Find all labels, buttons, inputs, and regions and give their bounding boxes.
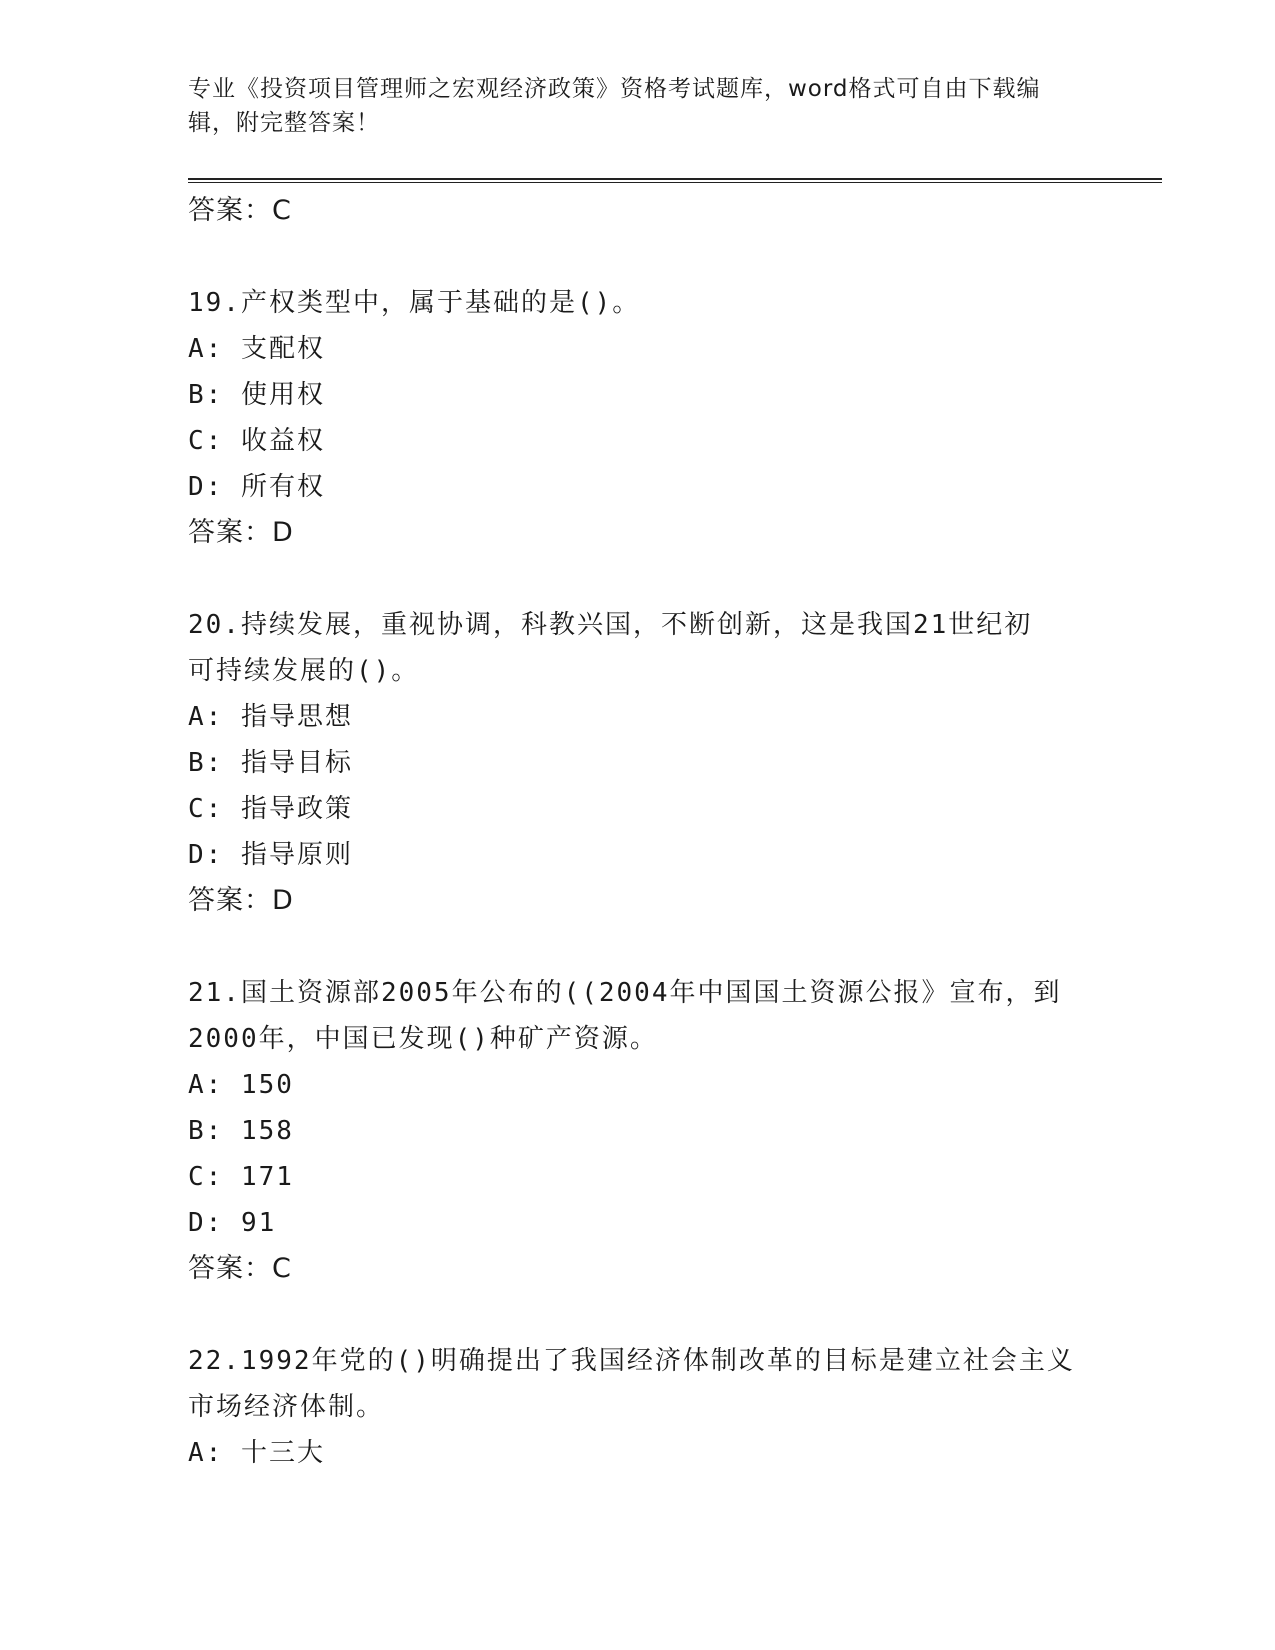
option-a: A: 150 — [188, 1070, 294, 1100]
question-stem: 2000年，中国已发现()种矿产资源。 — [188, 1024, 658, 1054]
option-d: D: 指导原则 — [188, 840, 353, 870]
option-b: B: 指导目标 — [188, 748, 353, 778]
option-d: D: 所有权 — [188, 472, 325, 502]
question-stem: 21.国土资源部2005年公布的((2004年中国国土资源公报》宣布，到 — [188, 978, 1062, 1008]
option-a: A: 指导思想 — [188, 702, 353, 732]
header-line: 专业《投资项目管理师之宏观经济政策》资格考试题库，word格式可自由下载编 — [188, 76, 1041, 102]
option-c: C: 收益权 — [188, 426, 325, 456]
header-line: 辑，附完整答案！ — [188, 110, 380, 136]
option-c: C: 指导政策 — [188, 794, 353, 824]
header-divider — [188, 178, 1162, 183]
document-header — [188, 72, 1088, 140]
question-stem: 市场经济体制。 — [188, 1392, 385, 1422]
option-b: B: 158 — [188, 1116, 294, 1146]
question-stem: 22.1992年党的()明确提出了我国经济体制改革的目标是建立社会主义 — [188, 1346, 1075, 1376]
question-block — [188, 602, 1088, 924]
question-list — [188, 188, 1088, 1476]
answer-line: 答案：C — [188, 195, 292, 226]
question-stem: 19.产权类型中，属于基础的是()。 — [188, 288, 641, 318]
option-a: A: 十三大 — [188, 1438, 325, 1468]
option-b: B: 使用权 — [188, 380, 325, 410]
question-block — [188, 970, 1088, 1292]
question-stem: 20.持续发展，重视协调，科教兴国，不断创新，这是我国21世纪初 — [188, 610, 1033, 640]
question-stem: 可持续发展的()。 — [188, 656, 420, 686]
option-c: C: 171 — [188, 1162, 294, 1192]
option-a: A: 支配权 — [188, 334, 325, 364]
answer-line: 答案：D — [188, 517, 294, 548]
question-block — [188, 1338, 1088, 1476]
option-d: D: 91 — [188, 1208, 277, 1238]
question-block — [188, 280, 1088, 556]
answer-line: 答案：D — [188, 885, 294, 916]
answer-line: 答案：C — [188, 1253, 292, 1284]
